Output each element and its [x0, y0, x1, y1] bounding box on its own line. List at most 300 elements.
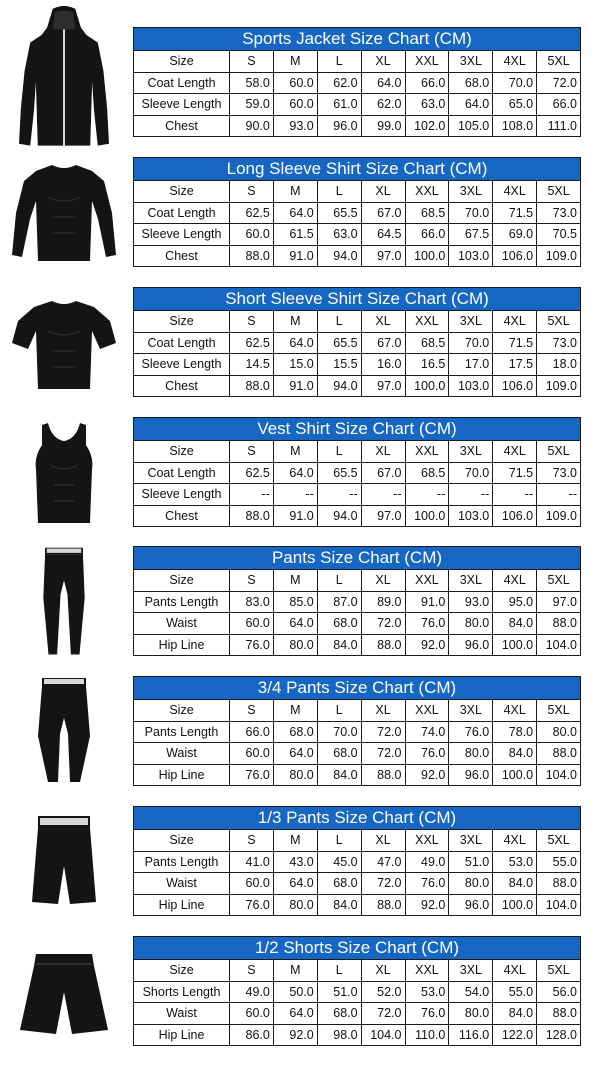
measurement-cell: 93.0 — [449, 591, 493, 613]
chart-title: 3/4 Pants Size Chart (CM) — [134, 677, 581, 700]
chart-title: 1/3 Pants Size Chart (CM) — [134, 807, 581, 830]
measurement-cell: 72.0 — [361, 1003, 405, 1025]
size-header-cell: 5XL — [537, 960, 581, 982]
measurement-cell: 122.0 — [493, 1024, 537, 1046]
measurement-cell: 80.0 — [449, 1003, 493, 1025]
measurement-cell: 96.0 — [449, 894, 493, 916]
measurement-cell: 100.0 — [405, 375, 449, 397]
measurement-cell: 70.0 — [317, 721, 361, 743]
table-row — [134, 1003, 581, 1025]
measurement-cell: 18.0 — [537, 354, 581, 376]
size-header-cell: M — [273, 570, 317, 592]
size-header-cell: XXL — [405, 570, 449, 592]
measurement-cell: 58.0 — [230, 72, 274, 94]
measurement-cell: 52.0 — [361, 981, 405, 1003]
measurement-cell: 62.5 — [230, 332, 274, 354]
chart-title: Sports Jacket Size Chart (CM) — [134, 28, 581, 51]
measurement-cell: 76.0 — [405, 873, 449, 895]
size-header-row — [134, 181, 581, 203]
size-chart-section — [0, 676, 600, 788]
size-header-cell: S — [230, 570, 274, 592]
measurement-cell: 60.0 — [230, 1003, 274, 1025]
measurement-cell: 71.5 — [493, 462, 537, 484]
measurement-cell: 91.0 — [405, 591, 449, 613]
measurement-cell: 71.5 — [493, 202, 537, 224]
row-label: Hip Line — [134, 894, 230, 916]
size-header-cell: L — [317, 51, 361, 73]
table-row — [134, 1024, 581, 1046]
measurement-cell: 96.0 — [449, 764, 493, 786]
measurement-cell: 66.0 — [537, 94, 581, 116]
measurement-cell: 110.0 — [405, 1024, 449, 1046]
table-row — [134, 591, 581, 613]
measurement-cell: 100.0 — [405, 245, 449, 267]
measurement-cell: 70.0 — [493, 72, 537, 94]
measurement-cell: 64.0 — [273, 743, 317, 765]
measurement-cell: 76.0 — [405, 1003, 449, 1025]
measurement-cell: 88.0 — [537, 613, 581, 635]
measurement-cell: 111.0 — [537, 115, 581, 137]
measurement-cell: 102.0 — [405, 115, 449, 137]
table-row — [134, 332, 581, 354]
measurement-cell: 92.0 — [405, 634, 449, 656]
measurement-cell: 54.0 — [449, 981, 493, 1003]
table-row — [134, 613, 581, 635]
table-row — [134, 894, 581, 916]
size-header-cell: S — [230, 830, 274, 852]
size-header-cell: L — [317, 311, 361, 333]
size-header-cell: XL — [361, 700, 405, 722]
measurement-cell: 72.0 — [537, 72, 581, 94]
size-header-cell: M — [273, 441, 317, 463]
size-header-cell: 5XL — [537, 51, 581, 73]
table-row — [134, 764, 581, 786]
measurement-cell: 84.0 — [317, 894, 361, 916]
measurement-cell: 128.0 — [537, 1024, 581, 1046]
measurement-cell: 76.0 — [405, 743, 449, 765]
size-header-label: Size — [134, 311, 230, 333]
size-header-cell: 3XL — [449, 700, 493, 722]
size-header-cell: M — [273, 51, 317, 73]
measurement-cell: 91.0 — [273, 505, 317, 527]
measurement-cell: 62.5 — [230, 462, 274, 484]
size-header-row — [134, 441, 581, 463]
size-table — [133, 806, 581, 916]
row-label: Hip Line — [134, 634, 230, 656]
short-sleeve-shirt-icon — [8, 287, 120, 399]
size-header-cell: 3XL — [449, 181, 493, 203]
size-header-cell: 3XL — [449, 570, 493, 592]
measurement-cell: 64.0 — [273, 332, 317, 354]
measurement-cell: 84.0 — [493, 613, 537, 635]
measurement-cell: 76.0 — [449, 721, 493, 743]
size-chart-section — [0, 27, 600, 139]
measurement-cell: 68.5 — [405, 332, 449, 354]
measurement-cell: 95.0 — [493, 591, 537, 613]
measurement-cell: 55.0 — [537, 851, 581, 873]
measurement-cell: 88.0 — [537, 873, 581, 895]
measurement-cell: 67.0 — [361, 202, 405, 224]
row-label: Waist — [134, 873, 230, 895]
table-row — [134, 375, 581, 397]
row-label: Chest — [134, 375, 230, 397]
measurement-cell: 78.0 — [493, 721, 537, 743]
measurement-cell: 94.0 — [317, 245, 361, 267]
measurement-cell: 16.5 — [405, 354, 449, 376]
measurement-cell: 70.0 — [449, 202, 493, 224]
measurement-cell: 72.0 — [361, 721, 405, 743]
measurement-cell: 106.0 — [493, 245, 537, 267]
measurement-cell: 64.0 — [273, 1003, 317, 1025]
measurement-cell: 83.0 — [230, 591, 274, 613]
measurement-cell: -- — [317, 484, 361, 506]
size-header-cell: XXL — [405, 441, 449, 463]
measurement-cell: 62.5 — [230, 202, 274, 224]
measurement-cell: -- — [537, 484, 581, 506]
measurement-cell: -- — [405, 484, 449, 506]
row-label: Hip Line — [134, 764, 230, 786]
size-header-cell: M — [273, 960, 317, 982]
measurement-cell: 80.0 — [449, 873, 493, 895]
row-label: Pants Length — [134, 851, 230, 873]
measurement-cell: 76.0 — [230, 634, 274, 656]
measurement-cell: 16.0 — [361, 354, 405, 376]
measurement-cell: 86.0 — [230, 1024, 274, 1046]
measurement-cell: 62.0 — [361, 94, 405, 116]
measurement-cell: 64.0 — [449, 94, 493, 116]
row-label: Chest — [134, 505, 230, 527]
size-header-label: Size — [134, 570, 230, 592]
measurement-cell: 100.0 — [405, 505, 449, 527]
measurement-cell: 91.0 — [273, 245, 317, 267]
measurement-cell: 93.0 — [273, 115, 317, 137]
measurement-cell: 65.5 — [317, 462, 361, 484]
table-row — [134, 634, 581, 656]
size-header-cell: L — [317, 441, 361, 463]
size-header-label: Size — [134, 960, 230, 982]
size-header-cell: 3XL — [449, 441, 493, 463]
size-table — [133, 27, 581, 137]
row-label: Sleeve Length — [134, 484, 230, 506]
measurement-cell: 90.0 — [230, 115, 274, 137]
chart-title: Short Sleeve Shirt Size Chart (CM) — [134, 288, 581, 311]
measurement-cell: 64.5 — [361, 224, 405, 246]
measurement-cell: 68.0 — [317, 873, 361, 895]
table-row — [134, 202, 581, 224]
size-header-cell: XXL — [405, 181, 449, 203]
row-label: Shorts Length — [134, 981, 230, 1003]
vest-shirt-icon — [8, 417, 120, 529]
measurement-cell: 61.0 — [317, 94, 361, 116]
measurement-cell: 15.5 — [317, 354, 361, 376]
size-header-cell: 5XL — [537, 441, 581, 463]
measurement-cell: 84.0 — [317, 634, 361, 656]
measurement-cell: 91.0 — [273, 375, 317, 397]
size-table — [133, 157, 581, 267]
size-header-cell: S — [230, 51, 274, 73]
measurement-cell: 108.0 — [493, 115, 537, 137]
size-header-cell: XL — [361, 960, 405, 982]
measurement-cell: 64.0 — [273, 462, 317, 484]
measurement-cell: 68.0 — [273, 721, 317, 743]
size-header-cell: L — [317, 700, 361, 722]
size-chart-section — [0, 936, 600, 1048]
measurement-cell: 49.0 — [405, 851, 449, 873]
measurement-cell: 15.0 — [273, 354, 317, 376]
measurement-cell: -- — [230, 484, 274, 506]
size-header-cell: XXL — [405, 51, 449, 73]
row-label: Chest — [134, 115, 230, 137]
measurement-cell: 68.0 — [317, 1003, 361, 1025]
size-header-cell: 4XL — [493, 570, 537, 592]
long-pants-icon — [8, 546, 120, 658]
measurement-cell: 60.0 — [230, 613, 274, 635]
measurement-cell: 84.0 — [317, 764, 361, 786]
size-header-cell: S — [230, 311, 274, 333]
measurement-cell: 96.0 — [449, 634, 493, 656]
size-header-cell: XXL — [405, 830, 449, 852]
measurement-cell: 116.0 — [449, 1024, 493, 1046]
table-row — [134, 505, 581, 527]
measurement-cell: 67.0 — [361, 332, 405, 354]
table-row — [134, 851, 581, 873]
measurement-cell: 92.0 — [405, 764, 449, 786]
measurement-cell: 65.5 — [317, 332, 361, 354]
size-header-cell: 5XL — [537, 570, 581, 592]
measurement-cell: -- — [493, 484, 537, 506]
size-header-cell: S — [230, 960, 274, 982]
size-header-cell: 5XL — [537, 830, 581, 852]
measurement-cell: 70.5 — [537, 224, 581, 246]
measurement-cell: 80.0 — [273, 764, 317, 786]
measurement-cell: 97.0 — [537, 591, 581, 613]
size-header-cell: L — [317, 570, 361, 592]
measurement-cell: 47.0 — [361, 851, 405, 873]
row-label: Coat Length — [134, 332, 230, 354]
table-row — [134, 94, 581, 116]
measurement-cell: 88.0 — [361, 764, 405, 786]
size-header-label: Size — [134, 441, 230, 463]
row-label: Pants Length — [134, 591, 230, 613]
measurement-cell: 98.0 — [317, 1024, 361, 1046]
size-header-cell: L — [317, 960, 361, 982]
chart-title: Pants Size Chart (CM) — [134, 547, 581, 570]
measurement-cell: 80.0 — [449, 613, 493, 635]
measurement-cell: 104.0 — [537, 894, 581, 916]
row-label: Waist — [134, 613, 230, 635]
measurement-cell: 97.0 — [361, 375, 405, 397]
measurement-cell: 63.0 — [317, 224, 361, 246]
measurement-cell: 53.0 — [405, 981, 449, 1003]
measurement-cell: 72.0 — [361, 743, 405, 765]
measurement-cell: 68.0 — [449, 72, 493, 94]
measurement-cell: 17.0 — [449, 354, 493, 376]
measurement-cell: 87.0 — [317, 591, 361, 613]
size-header-cell: 4XL — [493, 181, 537, 203]
row-label: Chest — [134, 245, 230, 267]
table-row — [134, 224, 581, 246]
measurement-cell: 80.0 — [273, 894, 317, 916]
table-row — [134, 245, 581, 267]
size-chart-section — [0, 806, 600, 918]
chart-title: Vest Shirt Size Chart (CM) — [134, 418, 581, 441]
measurement-cell: 105.0 — [449, 115, 493, 137]
size-header-cell: M — [273, 830, 317, 852]
measurement-cell: 51.0 — [317, 981, 361, 1003]
size-header-cell: 4XL — [493, 960, 537, 982]
measurement-cell: 43.0 — [273, 851, 317, 873]
measurement-cell: -- — [273, 484, 317, 506]
row-label: Waist — [134, 1003, 230, 1025]
measurement-cell: 109.0 — [537, 245, 581, 267]
size-header-cell: L — [317, 830, 361, 852]
measurement-cell: 17.5 — [493, 354, 537, 376]
size-header-cell: XXL — [405, 700, 449, 722]
size-header-cell: 5XL — [537, 700, 581, 722]
measurement-cell: 70.0 — [449, 332, 493, 354]
measurement-cell: 89.0 — [361, 591, 405, 613]
row-label: Coat Length — [134, 72, 230, 94]
measurement-cell: 66.0 — [405, 72, 449, 94]
size-table — [133, 936, 581, 1046]
measurement-cell: -- — [449, 484, 493, 506]
measurement-cell: 88.0 — [230, 505, 274, 527]
size-header-cell: 3XL — [449, 830, 493, 852]
measurement-cell: 84.0 — [493, 743, 537, 765]
measurement-cell: 55.0 — [493, 981, 537, 1003]
measurement-cell: 80.0 — [273, 634, 317, 656]
measurement-cell: 68.5 — [405, 202, 449, 224]
measurement-cell: 76.0 — [230, 894, 274, 916]
size-header-cell: 5XL — [537, 311, 581, 333]
measurement-cell: 66.0 — [230, 721, 274, 743]
size-chart-section — [0, 287, 600, 399]
row-label: Hip Line — [134, 1024, 230, 1046]
size-header-cell: 3XL — [449, 960, 493, 982]
row-label: Coat Length — [134, 202, 230, 224]
measurement-cell: 96.0 — [317, 115, 361, 137]
size-header-cell: 4XL — [493, 441, 537, 463]
measurement-cell: 65.0 — [493, 94, 537, 116]
measurement-cell: 94.0 — [317, 505, 361, 527]
size-header-label: Size — [134, 830, 230, 852]
measurement-cell: 104.0 — [537, 634, 581, 656]
measurement-cell: 80.0 — [537, 721, 581, 743]
table-row — [134, 484, 581, 506]
size-header-cell: XXL — [405, 311, 449, 333]
measurement-cell: 50.0 — [273, 981, 317, 1003]
measurement-cell: 76.0 — [230, 764, 274, 786]
size-header-label: Size — [134, 181, 230, 203]
size-header-cell: M — [273, 700, 317, 722]
size-chart-section — [0, 157, 600, 269]
measurement-cell: 51.0 — [449, 851, 493, 873]
row-label: Sleeve Length — [134, 94, 230, 116]
measurement-cell: 80.0 — [449, 743, 493, 765]
size-header-row — [134, 311, 581, 333]
measurement-cell: 64.0 — [273, 613, 317, 635]
size-header-cell: XL — [361, 51, 405, 73]
measurement-cell: 60.0 — [230, 743, 274, 765]
size-header-cell: 4XL — [493, 830, 537, 852]
size-header-row — [134, 960, 581, 982]
measurement-cell: 94.0 — [317, 375, 361, 397]
measurement-cell: 88.0 — [537, 1003, 581, 1025]
measurement-cell: 88.0 — [361, 894, 405, 916]
measurement-cell: 49.0 — [230, 981, 274, 1003]
measurement-cell: 88.0 — [361, 634, 405, 656]
size-header-cell: XL — [361, 181, 405, 203]
measurement-cell: 92.0 — [405, 894, 449, 916]
measurement-cell: 56.0 — [537, 981, 581, 1003]
size-header-cell: S — [230, 700, 274, 722]
row-label: Coat Length — [134, 462, 230, 484]
measurement-cell: 104.0 — [537, 764, 581, 786]
size-header-cell: M — [273, 181, 317, 203]
size-header-cell: XL — [361, 441, 405, 463]
measurement-cell: 60.0 — [273, 94, 317, 116]
table-row — [134, 873, 581, 895]
measurement-cell: 14.5 — [230, 354, 274, 376]
size-header-cell: XL — [361, 830, 405, 852]
table-row — [134, 354, 581, 376]
measurement-cell: 88.0 — [230, 375, 274, 397]
measurement-cell: 92.0 — [273, 1024, 317, 1046]
size-header-cell: M — [273, 311, 317, 333]
size-chart-section — [0, 417, 600, 529]
size-table — [133, 676, 581, 786]
size-header-row — [134, 830, 581, 852]
measurement-cell: 60.0 — [273, 72, 317, 94]
measurement-cell: 60.0 — [230, 224, 274, 246]
table-row — [134, 115, 581, 137]
size-header-cell: 4XL — [493, 700, 537, 722]
size-header-label: Size — [134, 51, 230, 73]
size-header-cell: 4XL — [493, 311, 537, 333]
measurement-cell: 109.0 — [537, 505, 581, 527]
measurement-cell: 71.5 — [493, 332, 537, 354]
size-header-cell: 3XL — [449, 51, 493, 73]
size-header-cell: S — [230, 441, 274, 463]
table-row — [134, 743, 581, 765]
measurement-cell: 72.0 — [361, 613, 405, 635]
size-header-cell: 3XL — [449, 311, 493, 333]
size-header-cell: 5XL — [537, 181, 581, 203]
size-header-row — [134, 570, 581, 592]
size-table — [133, 546, 581, 656]
measurement-cell: 41.0 — [230, 851, 274, 873]
measurement-cell: 88.0 — [230, 245, 274, 267]
size-chart-section — [0, 546, 600, 658]
row-label: Waist — [134, 743, 230, 765]
measurement-cell: 74.0 — [405, 721, 449, 743]
measurement-cell: 85.0 — [273, 591, 317, 613]
measurement-cell: 61.5 — [273, 224, 317, 246]
size-header-label: Size — [134, 700, 230, 722]
measurement-cell: 100.0 — [493, 894, 537, 916]
table-row — [134, 981, 581, 1003]
size-header-cell: XL — [361, 570, 405, 592]
measurement-cell: 103.0 — [449, 245, 493, 267]
measurement-cell: 84.0 — [493, 873, 537, 895]
measurement-cell: 68.0 — [317, 613, 361, 635]
chart-title: Long Sleeve Shirt Size Chart (CM) — [134, 158, 581, 181]
measurement-cell: 106.0 — [493, 505, 537, 527]
size-header-row — [134, 700, 581, 722]
measurement-cell: 97.0 — [361, 505, 405, 527]
measurement-cell: -- — [361, 484, 405, 506]
measurement-cell: 109.0 — [537, 375, 581, 397]
